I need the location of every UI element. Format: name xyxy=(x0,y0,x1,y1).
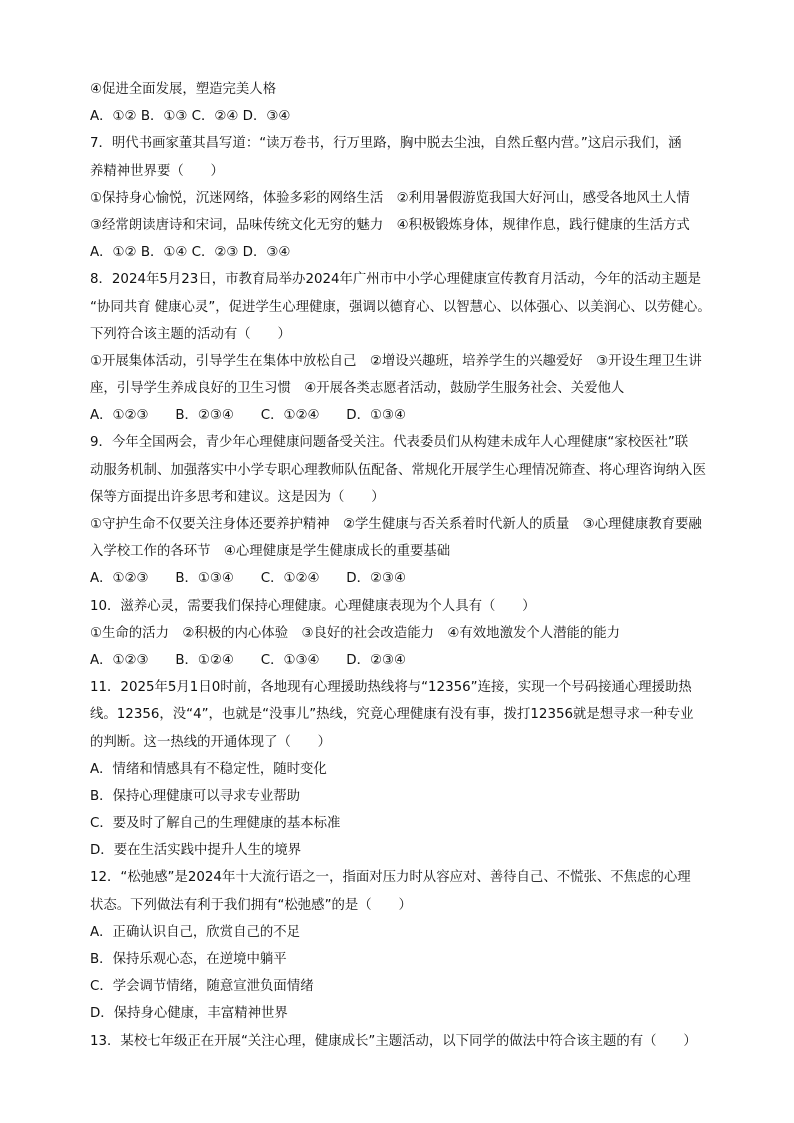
answer-option: B．保持心理健康可以寻求专业帮助 xyxy=(90,788,301,804)
question-10-items: ①生命的活力 ②积极的内心体验 ③良好的社会改造能力 ④有效地激发个人潜能的能力 xyxy=(90,625,621,641)
text-line: ④促进全面发展，塑造完美人格 xyxy=(90,82,277,97)
question-7-items: ①保持身心愉悦，沉迷网络，体验多彩的网络生活 ②利用暑假游览我国大好河山，感受各地风土人情 xyxy=(90,190,690,206)
answer-option: A．正确认识自己，欣赏自己的不足 xyxy=(90,924,301,940)
question-9-stem: 保等方面提出许多思考和建议。这是因为（ ） xyxy=(90,489,385,505)
question-12-stem: 12．“松弛感”是2024年十大流行语之一，指面对压力时从容应对、善待自己、不慌张、不焦虑的心理 xyxy=(90,870,691,886)
question-8-stem: “协同共育 健康心灵”，促进学生心理健康，强调以德育心、以智慧心、以体强心、以美润心、以劳健心。 xyxy=(90,299,711,315)
answer-options: A．①②③ B．①②④ C．①③④ D．②③④ xyxy=(90,652,406,668)
question-8-items: ①开展集体活动，引导学生在集体中放松自己 ②增设兴趣班，培养学生的兴趣爱好 ③开设生理卫生讲 xyxy=(90,353,702,369)
question-9-items: 入学校工作的各环节 ④心理健康是学生健康成长的重要基础 xyxy=(90,544,451,560)
question-8-items: 座，引导学生养成良好的卫生习惯 ④开展各类志愿者活动，鼓励学生服务社会、关爱他人 xyxy=(90,381,625,397)
answer-option: C．学会调节情绪，随意宣泄负面情绪 xyxy=(90,979,314,995)
question-13-stem: 13．某校七年级正在开展“关注心理，健康成长”主题活动，以下同学的做法中符合该主题的有（ ） xyxy=(90,1033,697,1049)
question-7-stem: 7．明代书画家董其昌写道：“读万卷书，行万里路，胸中脱去尘浊，自然丘壑内营。”这启示我们，涵 xyxy=(90,136,682,152)
exam-page xyxy=(90,76,730,1055)
question-7-stem: 养精神世界要（ ） xyxy=(90,163,224,179)
answer-options: A．①②③ B．①③④ C．①②④ D．②③④ xyxy=(90,571,406,587)
answer-option: D．要在生活实践中提升人生的境界 xyxy=(90,843,302,859)
answer-option: B．保持乐观心态，在逆境中躺平 xyxy=(90,952,287,967)
question-7-items: ③经常朗读唐诗和宋词，品味传统文化无穷的魅力 ④积极锻炼身体，规律作息，践行健康的生活方式 xyxy=(90,217,690,233)
answer-option: D．保持身心健康，丰富精神世界 xyxy=(90,1006,288,1022)
question-8-stem: 8．2024年5月23日，市教育局举办2024年广州市中小学心理健康宣传教育月活动，今年的活动主题是 xyxy=(90,272,702,288)
question-11-stem: 11．2025年5月1日0时前，各地现有心理援助热线将与“12356”连接，实现一个号码接通心理援助热 xyxy=(90,680,692,696)
question-11-stem: 线。12356，没“4”，也就是“没事儿”热线，究竟心理健康有没有事，拨打12356就是想寻求一种专业 xyxy=(90,707,694,723)
question-8-stem: 下列符合该主题的活动有（ ） xyxy=(90,326,291,342)
question-9-stem: 动服务机制、加强落实中小学专职心理教师队伍配备、常规化开展学生心理情况筛查、将心理咨询纳入医 xyxy=(90,462,706,478)
answer-options: A．①② B．①④ C．②③ D．③④ xyxy=(90,245,291,261)
question-11-stem: 的判断。这一热线的开通体现了（ ） xyxy=(90,734,332,750)
question-10-stem: 10．滋养心灵，需要我们保持心理健康。心理健康表现为个人具有（ ） xyxy=(90,598,536,614)
answer-options: A．①②③ B．②③④ C．①②④ D．①③④ xyxy=(90,408,406,424)
question-12-stem: 状态。下列做法有利于我们拥有“松弛感”的是（ ） xyxy=(90,897,412,913)
answer-option: C．要及时了解自己的生理健康的基本标准 xyxy=(90,816,341,832)
question-9-items: ①守护生命不仅要关注身体还要养护精神 ②学生健康与否关系着时代新人的质量 ③心理健康教育要融 xyxy=(90,517,702,532)
question-9-stem: 9．今年全国两会，青少年心理健康问题备受关注。代表委员们从构建未成年人心理健康“家校医社”联 xyxy=(90,435,689,451)
answer-options: A．①② B．①③ C．②④ D．③④ xyxy=(90,109,291,125)
answer-option: A．情绪和情感具有不稳定性，随时变化 xyxy=(90,761,327,777)
